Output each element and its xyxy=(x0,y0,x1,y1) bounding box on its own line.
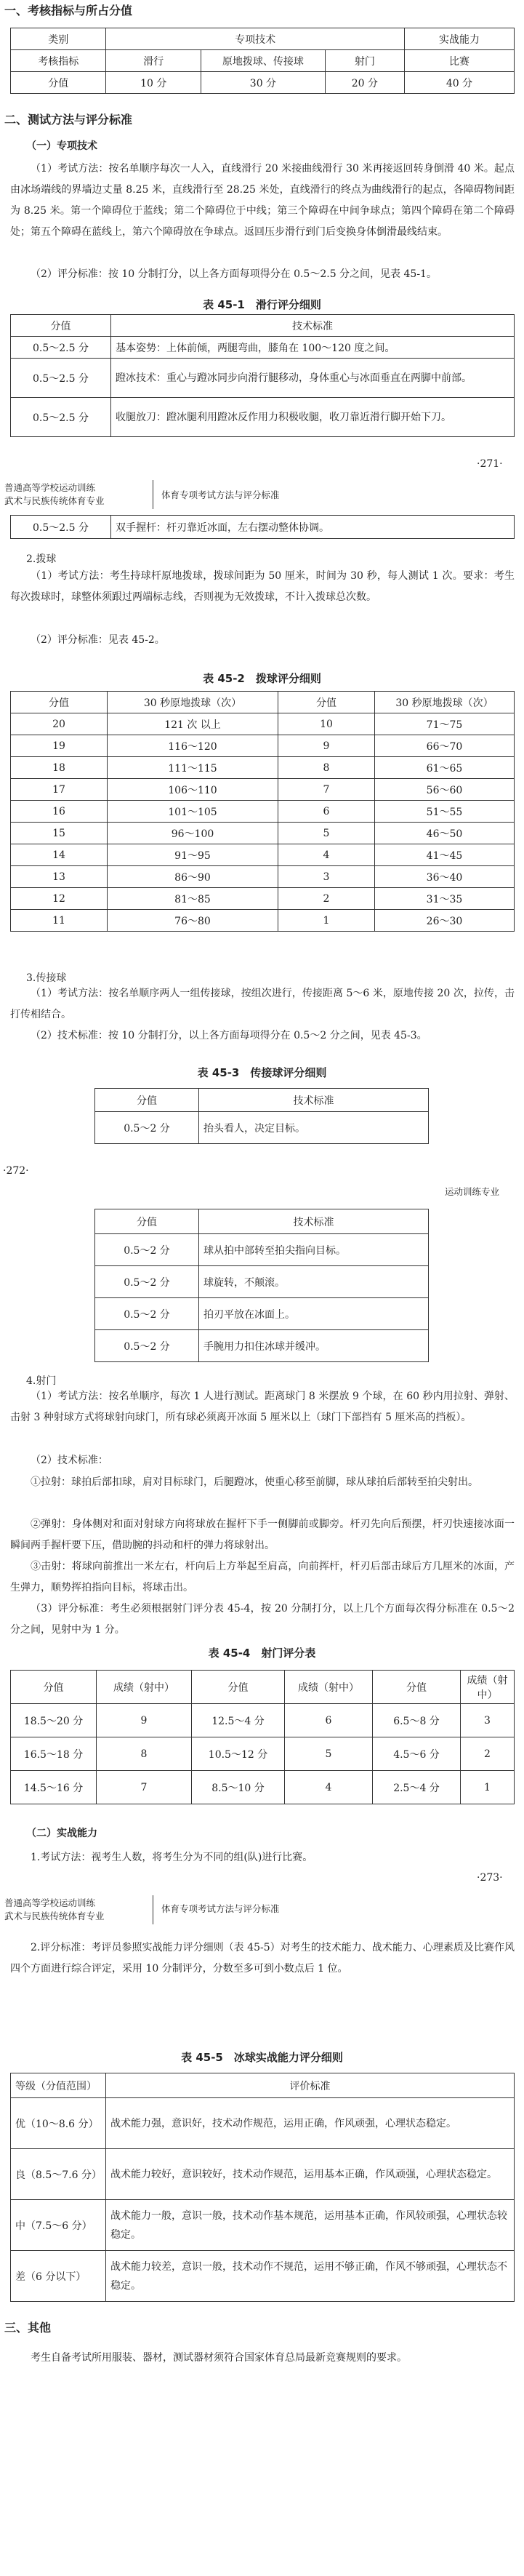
table-45-4 xyxy=(10,1670,515,1804)
table-cell: 76～80 xyxy=(108,910,278,932)
table-row xyxy=(11,398,515,437)
table-cell: 16 xyxy=(11,801,108,823)
table-cell: 8 xyxy=(278,757,375,779)
table-cell: 12.5～4 分 xyxy=(192,1704,285,1737)
table-header-cell: 分值 xyxy=(373,1671,461,1704)
paragraph-equipment: 考生自备考试所用服装、器材，测试器材须符合国家体育总局最新竞赛规则的要求。 xyxy=(31,2352,407,2364)
table-row xyxy=(11,823,515,844)
table-cell: 81～85 xyxy=(108,888,278,910)
table-row xyxy=(95,1330,429,1362)
table-header-cell: 技术标准 xyxy=(111,315,515,337)
table-cell: 4.5～6 分 xyxy=(373,1737,461,1771)
table-cell: 96～100 xyxy=(108,823,278,844)
table-cell: 考核指标 xyxy=(11,50,106,72)
table-cell: 19 xyxy=(11,735,108,757)
paragraph-match-scoring: 2.评分标准：考评员参照实战能力评分细则（表 45-5）对考生的技术能力、战术能力、心理素质及比赛作风四个方面进行综合评定，采用 10 分制评分，分数至多可到小数点后 1 位。 xyxy=(10,1942,515,1975)
table-cell: 0.5～2 分 xyxy=(95,1234,199,1266)
table-cell: 滑行 xyxy=(106,50,201,72)
table-cell: 5 xyxy=(278,823,375,844)
table-cell: 116～120 xyxy=(108,735,278,757)
table-row xyxy=(11,1771,515,1804)
table-header-cell: 成绩（射中） xyxy=(285,1671,373,1704)
table-row xyxy=(95,1112,429,1144)
table-cell: 106～110 xyxy=(108,779,278,801)
table-cell: 0.5～2 分 xyxy=(95,1298,199,1330)
table-cell: 16.5～18 分 xyxy=(11,1737,97,1771)
table-header-cell: 技术标准 xyxy=(199,1209,429,1234)
table-cell: 121 次 以上 xyxy=(108,713,278,735)
table-row xyxy=(11,2149,515,2200)
table-row xyxy=(11,337,515,359)
paragraph-snap-shot: ②弹射：身体侧对和面对射球方向将球放在握杆下手一侧脚前或脚旁。杆刃先向后预摆，杆刃快速接冰面一瞬间两手握杆要下压，借助腕的抖动和杆的弹力将球射出。 xyxy=(10,1519,515,1551)
table-header-cell: 类别 xyxy=(11,28,106,50)
table-cell: 101～105 xyxy=(108,801,278,823)
table-cell: 10 xyxy=(278,713,375,735)
table-row xyxy=(11,910,515,932)
table-header-cell: 专项技术 xyxy=(106,28,404,50)
table-caption-45-2: 表 45-2 拨球评分细则 xyxy=(203,672,321,685)
paragraph-dribbling-method: （1）考试方法：考生持球杆原地拨球，拨球间距为 50 厘米，时间为 30 秒，每人测试 1 次。要求：考生每次拨球时，球整体须跟过两端标志线，否则视为无效拨球，不计入拨球总次数。 xyxy=(10,570,515,603)
table-header-row xyxy=(95,1089,429,1112)
table-row xyxy=(11,713,515,735)
paragraph-match-method: 1.考试方法：视考生人数，将考生分为不同的组(队)进行比赛。 xyxy=(31,1852,313,1863)
table-cell: 9 xyxy=(278,735,375,757)
page-number: ·273· xyxy=(477,1872,503,1884)
table-cell: 0.5～2 分 xyxy=(95,1112,199,1144)
table-cell: 30 分 xyxy=(201,72,326,94)
table-row xyxy=(11,866,515,888)
table-cell: 14 xyxy=(11,844,108,866)
table-cell: 7 xyxy=(278,779,375,801)
section-heading-methods: 二、测试方法与评分标准 xyxy=(4,113,133,127)
table-cell: 10.5～12 分 xyxy=(192,1737,285,1771)
running-header: 运动训练专业 xyxy=(445,1186,500,1197)
table-cell: 13 xyxy=(11,866,108,888)
table-row xyxy=(95,1266,429,1298)
item-heading-shooting: 4.射门 xyxy=(26,1375,57,1387)
table-header-cell: 等级（分值范围） xyxy=(11,2073,106,2098)
paragraph-dribbling-scoring: （2）评分标准：见表 45-2。 xyxy=(31,634,165,646)
paragraph-skating-method: （1）考试方法：按名单顺序每次一人入，直线滑行 20 米接曲线滑行 30 米再接返回转身倒滑 40 米。起点由冰场端线的界墙边丈量 8.25 米，直线滑行至 28.25 米处，直线滑行的终点为曲线滑行的起点，各障碍物间距为 8.25 米。第一个障碍位于蓝线；第二个障碍位于中线；第三个障碍在中间争球点；第四个障碍在第二个障碍处；第五个障碍在蓝线上，第六个障碍放在争球点。返回压步滑行到门后变换身体倒滑最线结束。 xyxy=(10,163,515,238)
table-cell: 球从拍中部转至拍尖指向目标。 xyxy=(199,1234,429,1266)
paragraph-skating-scoring: （2）评分标准：按 10 分制打分，以上各方面每项得分在 0.5～2.5 分之间，见表 45-1。 xyxy=(31,268,437,280)
table-header-cell: 分值 xyxy=(11,1671,97,1704)
table-header-cell: 30 秒原地拨球（次） xyxy=(375,692,515,713)
table-row xyxy=(95,1298,429,1330)
table-header-cell: 评价标准 xyxy=(106,2073,515,2098)
table-row xyxy=(11,888,515,910)
table-cell: 6.5～8 分 xyxy=(373,1704,461,1737)
table-cell: 9 xyxy=(97,1704,192,1737)
table-header-cell: 分值 xyxy=(278,692,375,713)
table-cell: 0.5～2.5 分 xyxy=(11,337,111,359)
table-cell: 0.5～2.5 分 xyxy=(11,359,111,398)
table-cell: 66～70 xyxy=(375,735,515,757)
table-cell: 差（6 分以下） xyxy=(11,2251,106,2302)
table-cell: 86～90 xyxy=(108,866,278,888)
table-header-cell: 30 秒原地拨球（次） xyxy=(108,692,278,713)
table-cell: 0.5～2 分 xyxy=(95,1330,199,1362)
table-cell: 18.5～20 分 xyxy=(11,1704,97,1737)
table-cell: 战术能力较差，意识一般，技术动作不规范，运用不够正确，作风不够顽强，心理状态不稳定。 xyxy=(106,2251,515,2302)
running-header-left: 普通高等学校运动训练 武术与民族传统体育专业 xyxy=(4,482,105,506)
table-cell: 6 xyxy=(285,1704,373,1737)
subheading-match-ability: （二）实战能力 xyxy=(26,1828,97,1839)
table-caption-45-3: 表 45-3 传接球评分细则 xyxy=(197,1066,327,1079)
table-row xyxy=(11,72,515,94)
table-cell: 31～35 xyxy=(375,888,515,910)
table-cell: 20 xyxy=(11,713,108,735)
table-cell: 4 xyxy=(278,844,375,866)
table-cell: 0.5～2.5 分 xyxy=(11,516,111,539)
table-caption-45-4: 表 45-4 射门评分表 xyxy=(208,1647,316,1660)
table-cell: 61～65 xyxy=(375,757,515,779)
running-header-right: 体育专项考试方法与评分标准 xyxy=(161,489,280,500)
table-row xyxy=(11,2200,515,2251)
table-cell: 40 分 xyxy=(404,72,514,94)
table-caption-45-5: 表 45-5 冰球实战能力评分细则 xyxy=(181,2051,343,2064)
item-heading-dribbling: 2.拨球 xyxy=(26,553,57,565)
table-cell: 8 xyxy=(97,1737,192,1771)
table-row xyxy=(11,801,515,823)
table-cell: 分值 xyxy=(11,72,106,94)
table-45-5 xyxy=(10,2073,515,2302)
table-row xyxy=(11,359,515,398)
indicator-table xyxy=(10,28,515,94)
table-cell: 3 xyxy=(278,866,375,888)
table-cell: 7 xyxy=(97,1771,192,1804)
table-cell: 18 xyxy=(11,757,108,779)
table-cell: 56～60 xyxy=(375,779,515,801)
table-cell: 20 分 xyxy=(325,72,404,94)
table-cell: 17 xyxy=(11,779,108,801)
table-cell: 战术能力一般，意识一般，技术动作基本规范，运用基本正确，作风较顽强，心理状态较稳定。 xyxy=(106,2200,515,2251)
table-row xyxy=(11,2098,515,2149)
table-caption-45-1: 表 45-1 滑行评分细则 xyxy=(203,298,321,311)
item-heading-passing: 3.传接球 xyxy=(26,972,67,984)
table-cell: 优（10～8.6 分） xyxy=(11,2098,106,2149)
table-cell: 41～45 xyxy=(375,844,515,866)
table-cell: 基本姿势：上体前倾，两腿弯曲，膝角在 100～120 度之间。 xyxy=(111,337,515,359)
table-cell: 5 xyxy=(285,1737,373,1771)
table-cell: 10 分 xyxy=(106,72,201,94)
table-cell: 中（7.5～6 分） xyxy=(11,2200,106,2251)
table-cell: 14.5～16 分 xyxy=(11,1771,97,1804)
table-header-cell: 成绩（射中） xyxy=(461,1671,515,1704)
table-cell: 收腿放刀：蹬冰腿利用蹬冰反作用力积极收腿，收刀靠近滑行脚开始下刀。 xyxy=(111,398,515,437)
table-cell: 1 xyxy=(278,910,375,932)
table-cell: 0.5～2 分 xyxy=(95,1266,199,1298)
table-row xyxy=(95,1234,429,1266)
table-row xyxy=(11,779,515,801)
table-cell: 3 xyxy=(461,1704,515,1737)
table-cell: 球旋转，不颠滚。 xyxy=(199,1266,429,1298)
table-cell: 拍刃平放在冰面上。 xyxy=(199,1298,429,1330)
table-cell: 1 xyxy=(461,1771,515,1804)
table-row xyxy=(11,735,515,757)
table-header-cell: 分值 xyxy=(11,315,111,337)
table-cell: 2.5～4 分 xyxy=(373,1771,461,1804)
table-row xyxy=(11,1737,515,1771)
paragraph-shooting-scoring: （3）评分标准：考生必须根据射门评分表 45-4，按 20 分制打分，以上几个方面每次得分标准在 0.5～2 分之间，见射中为 1 分。 xyxy=(10,1603,515,1636)
table-header-row xyxy=(11,2073,515,2098)
table-cell: 8.5～10 分 xyxy=(192,1771,285,1804)
table-row xyxy=(11,2251,515,2302)
table-row xyxy=(11,844,515,866)
table-cell: 71～75 xyxy=(375,713,515,735)
page-number: ·272· xyxy=(3,1165,29,1177)
table-cell: 51～55 xyxy=(375,801,515,823)
table-45-1-continued xyxy=(10,515,515,539)
paragraph-slap-shot: ③击射：将球向前推出一米左右，杆向后上方举起至肩高，向前挥杆，杆刃后部击球后方几厘米的冰面，产生弹力，顺势挥拍指向目标，将球击出。 xyxy=(10,1561,515,1593)
table-cell: 蹬冰技术：重心与蹬冰同步向滑行腿移动，身体重心与冰面垂直在两脚中前部。 xyxy=(111,359,515,398)
page-number: ·271· xyxy=(477,458,503,470)
table-header-cell: 技术标准 xyxy=(199,1089,429,1112)
table-45-2 xyxy=(10,691,515,932)
table-cell: 双手握杆：杆刃靠近冰面，左右摆动整体协调。 xyxy=(111,516,515,539)
running-header-left: 普通高等学校运动训练 武术与民族传统体育专业 xyxy=(4,1897,105,1921)
section-heading-other: 三、其他 xyxy=(4,2321,52,2335)
paragraph-shooting-method: （1）考试方法：按名单顺序，每次 1 人进行测试。距离球门 8 米摆放 9 个球，在 60 秒内用拉射、弹射、击射 3 种射球方式将球射向球门，所有球必须离开冰面 5 厘米以上（球门下部挡有 5 厘米高的挡板）。 xyxy=(10,1391,515,1423)
table-cell: 12 xyxy=(11,888,108,910)
table-cell: 原地拨球、传接球 xyxy=(201,50,326,72)
table-cell: 15 xyxy=(11,823,108,844)
table-header-cell: 分值 xyxy=(192,1671,285,1704)
table-cell: 手腕用力扣住冰球并缓冲。 xyxy=(199,1330,429,1362)
paragraph-passing-method: （1）考试方法：按名单顺序两人一组传接球，按组次进行，传接距离 5～6 米，原地传接 20 次，拉传，击打传相结合。 xyxy=(10,988,515,1020)
table-cell: 36～40 xyxy=(375,866,515,888)
table-cell: 91～95 xyxy=(108,844,278,866)
table-cell: 战术能力强，意识好，技术动作规范，运用正确，作风顽强，心理状态稳定。 xyxy=(106,2098,515,2149)
table-cell: 比赛 xyxy=(404,50,514,72)
table-cell: 11 xyxy=(11,910,108,932)
section-heading-indicators: 一、考核指标与所占分值 xyxy=(4,4,133,17)
table-header-row xyxy=(11,692,515,713)
table-row xyxy=(11,1704,515,1737)
table-header-row xyxy=(11,315,515,337)
table-45-3-continued xyxy=(94,1209,429,1362)
table-45-1 xyxy=(10,314,515,437)
table-header-cell: 分值 xyxy=(95,1209,199,1234)
table-header-row xyxy=(11,28,515,50)
table-row xyxy=(11,516,515,539)
table-header-cell: 分值 xyxy=(95,1089,199,1112)
table-cell: 0.5～2.5 分 xyxy=(11,398,111,437)
table-cell: 2 xyxy=(461,1737,515,1771)
table-cell: 4 xyxy=(285,1771,373,1804)
paragraph-shooting-technique-title: （2）技术标准： xyxy=(31,1455,108,1466)
table-header-row xyxy=(95,1209,429,1234)
running-header-right: 体育专项考试方法与评分标准 xyxy=(161,1903,280,1914)
table-cell: 抬头看人，决定目标。 xyxy=(199,1112,429,1144)
table-cell: 2 xyxy=(278,888,375,910)
table-header-cell: 成绩（射中） xyxy=(97,1671,192,1704)
subheading-technique: （一）专项技术 xyxy=(26,140,97,152)
paragraph-passing-scoring: （2）技术标准：按 10 分制打分，以上各方面每项得分在 0.5～2 分之间，见表 45-3。 xyxy=(31,1030,427,1041)
table-header-row xyxy=(11,1671,515,1704)
table-cell: 26～30 xyxy=(375,910,515,932)
table-cell: 46～50 xyxy=(375,823,515,844)
table-cell: 战术能力较好，意识较好，技术动作规范，运用基本正确，作风顽强，心理状态稳定。 xyxy=(106,2149,515,2200)
table-cell: 射门 xyxy=(325,50,404,72)
table-cell: 6 xyxy=(278,801,375,823)
table-row xyxy=(11,50,515,72)
paragraph-wrist-shot: ①拉射：球拍后部扣球，肩对目标球门，后腿蹬冰，使重心移至前脚，球从球拍后部转至拍尖射出。 xyxy=(31,1476,478,1488)
table-45-3 xyxy=(94,1088,429,1144)
table-cell: 良（8.5～7.6 分） xyxy=(11,2149,106,2200)
table-header-cell: 实战能力 xyxy=(404,28,514,50)
table-row xyxy=(11,757,515,779)
table-cell: 111～115 xyxy=(108,757,278,779)
table-header-cell: 分值 xyxy=(11,692,108,713)
